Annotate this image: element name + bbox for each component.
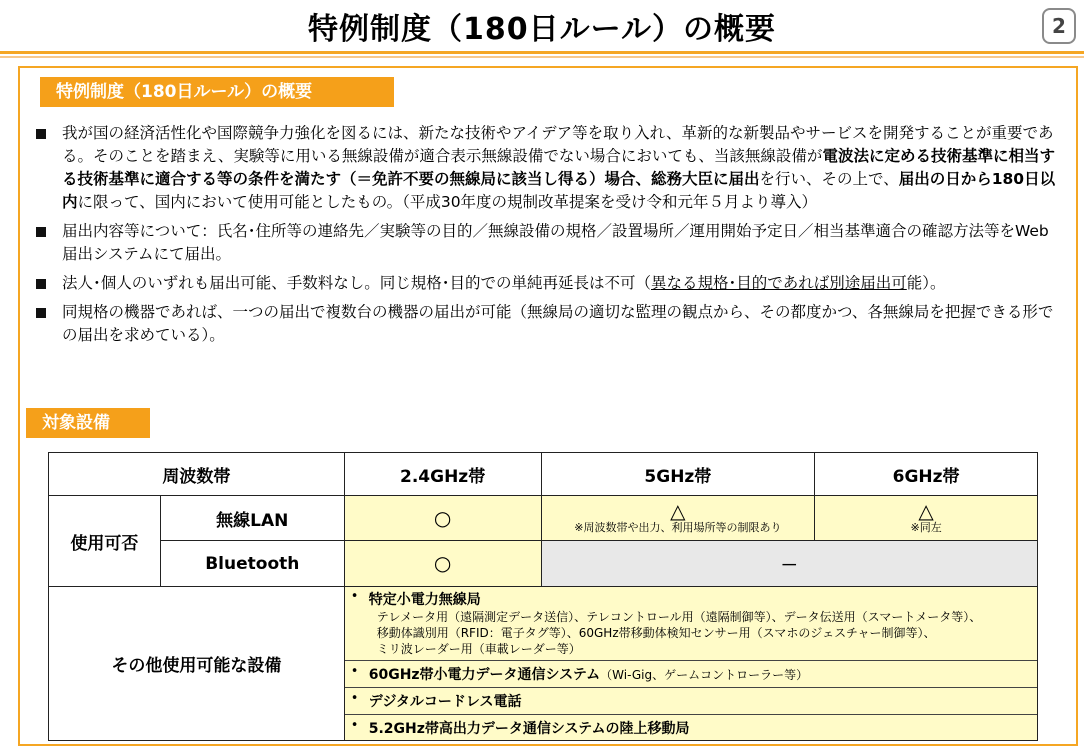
header-6ghz: 6GHz帯 [815,453,1038,496]
bullet-dot-icon: • [350,589,359,604]
overview-bullets [36,122,1056,353]
section-heading-target: 対象設備 [26,408,150,438]
other-item-detail: テレメータ用（遠隔測定データ送信）、テレコントロール用（遠隔制御等）、データ伝送用（スマートメータ等）、 [376,610,982,624]
wlan-6ghz-cell [815,496,1038,541]
header-rule [0,51,1084,54]
other-equipment-cell [344,587,1037,741]
wlan-5ghz-note: ※周波数帯や出力、利用場所等の制限あり [574,521,782,534]
square-bullet-icon [36,227,46,237]
bullet-item [36,301,1056,347]
other-item-detail: 移動体識別用（RFID：電子タグ等）、60GHz帯移動体検知センサー用（スマホのジェスチャー制御等）、 [376,626,936,640]
triangle-mark: △ [918,499,934,523]
wlan-5ghz-cell [541,496,815,541]
circle-mark: ○ [433,505,452,530]
table-header-row [49,453,1038,496]
bullet-dot-icon: • [350,664,359,679]
row-usage-label: 使用可否 [49,496,161,587]
bullet-dot-icon: • [350,718,359,733]
table-row [49,496,1038,541]
table-row [49,587,1038,741]
bluetooth-label: Bluetooth [160,541,344,587]
circle-mark: ○ [433,551,452,575]
square-bullet-icon [36,279,46,289]
other-item-title: 特定小電力無線局 [368,592,481,608]
bullet-text: 法人･個人のいずれも届出可能、手数料なし。同じ規格･目的での単純再延長は不可（ [62,274,652,292]
page-number: 2 [1042,8,1076,44]
header-2-4ghz: 2.4GHz帯 [344,453,541,496]
section-heading-overview: 特例制度（180日ルール）の概要 [40,77,394,107]
bullet-text: 我が国の経済活性化や国際競争力強化を図るには、新たな技術やアイデア等を取り入れ、革新的な新製品やサービスを開発することが重要である。そのことを踏まえ、実験等に用いる無線設備が適合表示無線設備でない場合においても、当該無線設備が [62,124,1054,165]
other-item-note: （Wi-Gig、ゲームコントローラー等） [600,668,809,682]
bluetooth-5-6ghz-cell [541,541,1037,587]
square-bullet-icon [36,129,46,139]
wlan-6ghz-note: ※同左 [910,521,942,534]
wlan-label: 無線LAN [160,496,344,541]
bluetooth-2-4ghz-cell [344,541,541,587]
bullet-item [36,220,1056,266]
bullet-text: 届出内容等について：氏名･住所等の連絡先／実験等の目的／無線設備の規格／設置場所／運用開始予定日／相当基準適合の確認方法等をWeb届出システムにて届出。 [62,222,1049,263]
wlan-2-4ghz-cell [344,496,541,541]
header-band: 周波数帯 [49,453,345,496]
list-item [351,691,1031,711]
divider [345,687,1037,688]
bullet-item [36,272,1056,295]
list-item [351,664,1031,684]
bullet-bold-text: 届出の日から180日以内 [62,170,1056,211]
bullet-item [36,122,1056,214]
divider [345,714,1037,715]
row-other-label: その他使用可能な設備 [49,587,345,741]
dash-mark: － [780,556,798,576]
list-item [351,589,1031,657]
table-row [49,541,1038,587]
triangle-mark: △ [670,499,686,523]
other-item-title: デジタルコードレス電話 [368,694,522,710]
other-item-title: 5.2GHz帯高出力データ通信システムの陸上移動局 [368,721,690,737]
bullet-text: 同規格の機器であれば、一つの届出で複数台の機器の届出が可能（無線局の適切な監理の観点から、その都度かつ、各無線局を把握できる形での届出を求めている）。 [62,303,1054,344]
bullet-bold-text: 電波法に定める技術基準に相当する技術基準に適合する等の条件を満たす（＝免許不要の無線局に該当し得る）場合、総務大臣に届出 [62,147,1055,188]
bullet-dot-icon: • [350,691,359,706]
bullet-text: に限って、国内において使用可能としたもの。（平成30年度の規制改革提案を受け令和元年５月より導入） [77,193,818,211]
bullet-underlined-text: 異なる規格･目的であれば別途届出可 [651,274,907,292]
target-equipment-table [48,452,1038,741]
square-bullet-icon [36,308,46,318]
other-item-detail: ミリ波レーダー用（車載レーダー等） [376,642,581,656]
bullet-text: 能）。 [906,274,946,292]
header-rule-thin [0,56,1084,58]
page-title: 特例制度（180日ルール）の概要 [307,12,777,47]
header-5ghz: 5GHz帯 [541,453,815,496]
divider [345,660,1037,661]
bullet-text: を行い、その上で、 [759,170,899,188]
other-item-title: 60GHz帯小電力データ通信システム [368,667,601,683]
list-item [351,718,1031,738]
